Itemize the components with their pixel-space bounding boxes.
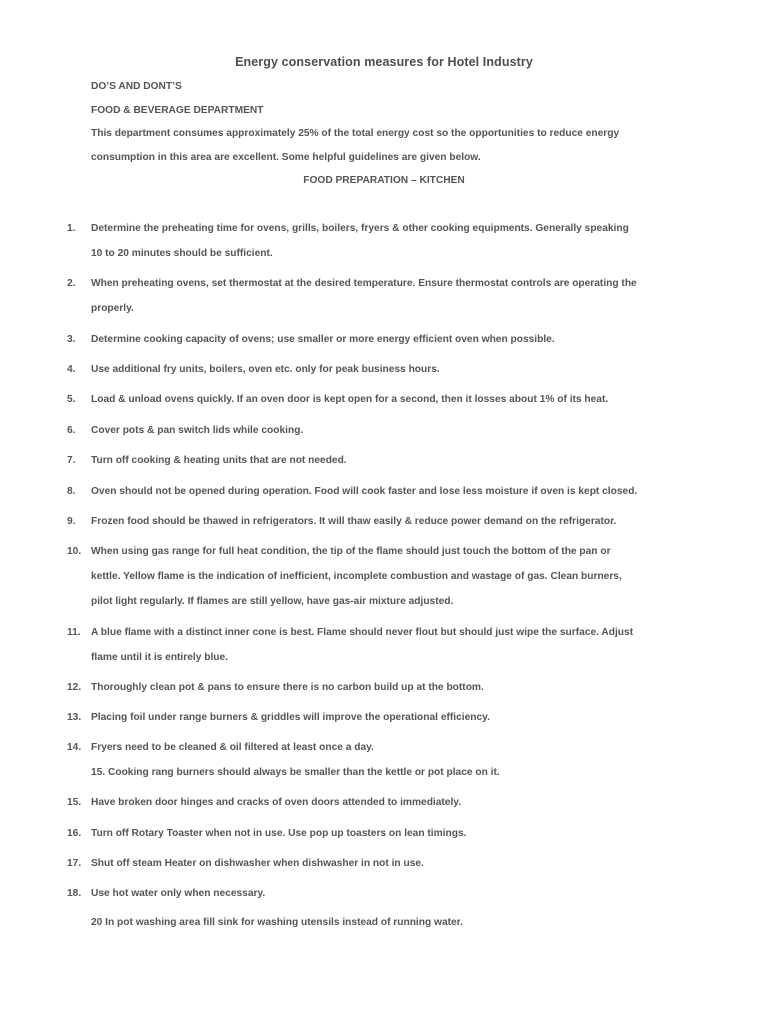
item-text: Frozen food should be thawed in refrigerators. It will thaw easily & reduce power demand on the refrigerator.: [91, 516, 617, 527]
item-text: kettle. Yellow flame is the indication of inefficient, incomplete combustion and wastage of gas. Clean burners,: [91, 571, 622, 582]
item-text: Cover pots & pan switch lids while cooking.: [91, 425, 304, 436]
item-number: 7.: [67, 455, 76, 466]
item-number: 9.: [67, 516, 76, 527]
item-text: pilot light regularly. If flames are still yellow, have gas-air mixture adjusted.: [91, 596, 454, 607]
item-text: Turn off Rotary Toaster when not in use. Use pop up toasters on lean timings.: [91, 828, 467, 839]
item-text: 15. Cooking rang burners should always be smaller than the kettle or pot place on it.: [91, 767, 500, 778]
item-number: 6.: [67, 425, 76, 436]
item-text: When preheating ovens, set thermostat at the desired temperature. Ensure thermostat controls are operating the: [91, 278, 637, 289]
item-number: 4.: [67, 364, 76, 375]
item-number: 1.: [67, 223, 76, 234]
item-text: Shut off steam Heater on dishwasher when dishwasher in not in use.: [91, 858, 424, 869]
intro-line-2: consumption in this area are excellent. Some helpful guidelines are given below.: [91, 152, 481, 163]
item-text: Oven should not be opened during operation. Food will cook faster and lose less moisture if oven is kept closed.: [91, 486, 638, 497]
intro-line-1: This department consumes approximately 25% of the total energy cost so the opportunities to reduce energy: [91, 128, 620, 139]
item-number: 2.: [67, 278, 76, 289]
item-text: Determine the preheating time for ovens, grills, boilers, fryers & other cooking equipments. Generally speaking: [91, 223, 629, 234]
item-text: Determine cooking capacity of ovens; use smaller or more energy efficient oven when possible.: [91, 334, 555, 345]
section-dos-donts: DO’S AND DONT’S: [91, 81, 182, 92]
item-text: When using gas range for full heat condition, the tip of the flame should just touch the bottom of the pan or: [91, 546, 611, 557]
item-number: 17.: [67, 858, 82, 869]
document-title: Energy conservation measures for Hotel Industry: [235, 55, 533, 69]
subheading-kitchen: FOOD PREPARATION – KITCHEN: [303, 175, 465, 186]
item-number: 5.: [67, 394, 76, 405]
item-number: 11.: [67, 627, 81, 638]
item-number: 3.: [67, 334, 76, 345]
item-text: Turn off cooking & heating units that are not needed.: [91, 455, 347, 466]
item-text: Placing foil under range burners & griddles will improve the operational efficiency.: [91, 712, 490, 723]
item-text: Use hot water only when necessary.: [91, 888, 266, 899]
item-number: 18.: [67, 888, 82, 899]
item-text: Use additional fry units, boilers, oven etc. only for peak business hours.: [91, 364, 440, 375]
item-number: 16.: [67, 828, 82, 839]
item-text: Fryers need to be cleaned & oil filtered at least once a day.: [91, 742, 374, 753]
item-text: 10 to 20 minutes should be sufficient.: [91, 248, 273, 259]
section-food-beverage: FOOD & BEVERAGE DEPARTMENT: [91, 105, 264, 116]
item-number: 12.: [67, 682, 82, 693]
item-text: A blue flame with a distinct inner cone is best. Flame should never flout but should just wipe the surface. Adjust: [91, 627, 634, 638]
item-number: 10.: [67, 546, 82, 557]
item-text: properly.: [91, 303, 134, 314]
item-number: 8.: [67, 486, 76, 497]
item-text: flame until it is entirely blue.: [91, 652, 228, 663]
item-number: 14.: [67, 742, 82, 753]
item-text: Have broken door hinges and cracks of oven doors attended to immediately.: [91, 797, 462, 808]
item-text: Thoroughly clean pot & pans to ensure there is no carbon build up at the bottom.: [91, 682, 484, 693]
item-number: 13.: [67, 712, 82, 723]
item-text: Load & unload ovens quickly. If an oven door is kept open for a second, then it losses about 1% of its heat.: [91, 394, 609, 405]
item-text: 20 In pot washing area fill sink for washing utensils instead of running water.: [91, 917, 463, 928]
item-number: 15.: [67, 797, 82, 808]
